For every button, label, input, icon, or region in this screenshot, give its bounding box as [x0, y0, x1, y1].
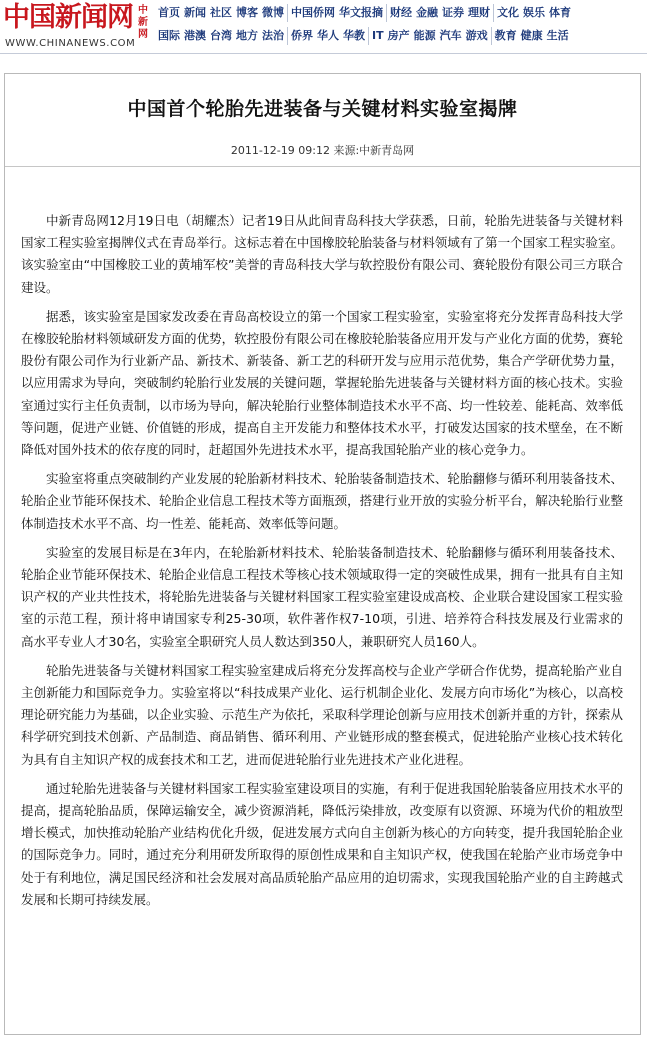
nav-link[interactable]: 文化	[497, 6, 519, 19]
nav-link[interactable]: IT	[372, 29, 384, 42]
nav-link[interactable]: 健康	[520, 29, 543, 42]
nav-link[interactable]: 侨界	[291, 29, 313, 42]
site-header	[0, 0, 647, 54]
article-body	[21, 210, 623, 918]
meta-divider	[5, 166, 640, 167]
top-navigation	[157, 2, 645, 52]
article-container	[4, 73, 641, 1035]
nav-link[interactable]: 生活	[546, 29, 569, 42]
nav-group	[389, 4, 494, 22]
article-paragraph: 实验室的发展目标是在3年内，在轮胎新材料技术、轮胎装备制造技术、轮胎翻修与循环利用装备技术、轮胎企业节能环保技术、轮胎企业信息工程技术等核心技术领域取得一定的突破性成果，拥有一批具有自主知识产权的产业共性技术，将轮胎先进装备与关键材料国家工程实验室建设成高校、企业联合建设国家工程实验室的示范工程，预计将申请国家专利25-30项，软件著作权7-10项，引进、培养符合科技发展及行业需求的高水平专业人才30名，实验室全职研究人员人数达到350人，兼职研究人员160人。	[21, 544, 623, 649]
nav-group	[496, 4, 574, 22]
nav-link[interactable]: 国际	[158, 29, 180, 42]
nav-link[interactable]: 法治	[262, 29, 284, 42]
nav-group	[494, 27, 572, 45]
nav-link[interactable]: 房产	[387, 29, 410, 42]
article-paragraph: 轮胎先进装备与关键材料国家工程实验室建成后将充分发挥高校与企业产学研合作优势，提高轮胎产业自主创新能力和国际竞争力。实验室将以“科技成果产业化、运行机制企业化、发展方向市场化”为核心，以高校理论研究能力为基础，以企业实验、示范生产为依托，采取科学理论创新与应用技术创新并重的方针，探索从科学研究到技术创新、产品制造、商品销售、循环利用、产业链形成的整套模式，促进轮胎产业核心技术转化为具有自主知识产权的成套技术和工艺，进而促进轮胎行业先进技术产业化进程。	[21, 662, 623, 767]
nav-link[interactable]: 地方	[236, 29, 258, 42]
nav-link[interactable]: 台湾	[210, 29, 232, 42]
nav-link[interactable]: 教育	[494, 29, 517, 42]
nav-link[interactable]: 财经	[390, 6, 412, 19]
article-paragraph: 据悉，该实验室是国家发改委在青岛高校设立的第一个国家工程实验室，实验室将充分发挥青岛科技大学在橡胶轮胎材料领域研发方面的优势，软控股份有限公司在橡胶轮胎装备应用开发与产业化方面的优势，赛轮股份有限公司作为行业新产品、新技术、新装备、新工艺的科研开发与应用示范优势，集合产学研优势力量，以应用需求为导向，突破制约轮胎行业发展的关键问题，掌握轮胎先进装备与关键材料方面的核心技术。实验室通过实行主任负责制，以市场为导向，解决轮胎行业整体制造技术水平不高、均一性较差、能耗高、效率低等问题，促进产业链、价值链的形成，提高自主开发能力和整体技术水平，打破发达国家的技术壁垒，在不断降低对国外技术的依存度的同时，赶超国外先进技术水平，提高我国轮胎产业的核心竞争力。	[21, 308, 623, 458]
logo-chinese-text: 中国新闻网	[3, 2, 133, 33]
nav-link[interactable]: 博客	[236, 6, 258, 19]
nav-link[interactable]: 华文报摘	[339, 6, 383, 19]
nav-link[interactable]: 汽车	[439, 29, 462, 42]
nav-link[interactable]: 社区	[210, 6, 232, 19]
logo-domain-text: WWW.CHINANEWS.COM	[5, 38, 136, 49]
nav-group	[371, 27, 492, 45]
nav-link[interactable]: 证券	[442, 6, 464, 19]
article-title: 中国首个轮胎先进装备与关键材料实验室揭牌	[127, 98, 518, 120]
site-logo[interactable]	[3, 3, 153, 51]
nav-group	[290, 27, 369, 45]
article-paragraph: 通过轮胎先进装备与关键材料国家工程实验室建设项目的实施，有利于促进我国轮胎装备应用技术水平的提高，提高轮胎品质，保障运输安全，减少资源消耗，降低污染排放，改变原有以资源、环境为代价的粗放型增长模式，加快推动轮胎产业结构优化升级，促进发展方式向自主创新为核心的方向转变，提升我国轮胎企业的国际竞争力。同时，通过充分利用研发所取得的原创性成果和自主知识产权，使我国在轮胎产业市场竞争中处于有利地位，满足国民经济和社会发展对高品质轮胎产品应用的迫切需求，实现我国轮胎产业的自主跨越式发展和长期可持续发展。	[21, 780, 623, 907]
nav-row-primary	[157, 4, 576, 22]
article-paragraph: 实验室将重点突破制约产业发展的轮胎新材料技术、轮胎装备制造技术、轮胎翻修与循环利用装备技术、轮胎企业节能环保技术、轮胎企业信息工程技术等方面瓶颈，搭建行业开放的实验分析平台，解决轮胎行业整体制造技术水平不高、均一性差、能耗高、效率低等问题。	[21, 471, 623, 531]
nav-link[interactable]: 体育	[549, 6, 571, 19]
logo-side-text: 中新网	[138, 5, 148, 40]
nav-group	[290, 4, 387, 22]
nav-link[interactable]: 港澳	[184, 29, 206, 42]
nav-link[interactable]: 理财	[468, 6, 490, 19]
article-meta: 2011-12-19 09:12 来源:中新青岛网	[230, 144, 415, 157]
nav-link[interactable]: 新闻	[184, 6, 206, 19]
nav-link[interactable]: 华教	[343, 29, 365, 42]
nav-link[interactable]: 华人	[317, 29, 339, 42]
nav-link[interactable]: 游戏	[465, 29, 488, 42]
nav-row-secondary	[157, 27, 574, 45]
nav-group	[157, 4, 288, 22]
nav-link[interactable]: 微博	[262, 6, 284, 19]
nav-link[interactable]: 能源	[413, 29, 436, 42]
nav-link[interactable]: 娱乐	[523, 6, 545, 19]
nav-link[interactable]: 首页	[158, 6, 180, 19]
article-paragraph: 中新青岛网12月19日电（胡耀杰）记者19日从此间青岛科技大学获悉，日前，轮胎先进装备与关键材料国家工程实验室揭牌仪式在青岛举行。这标志着在中国橡胶轮胎装备与材料领域有了第一个国家工程实验室。该实验室由“中国橡胶工业的黄埔军校”美誉的青岛科技大学与软控股份有限公司、赛轮股份有限公司三方联合建设。	[21, 213, 623, 295]
header-divider	[0, 53, 647, 54]
nav-link[interactable]: 中国侨网	[291, 6, 335, 19]
nav-link[interactable]: 金融	[416, 6, 438, 19]
nav-group	[157, 27, 288, 45]
